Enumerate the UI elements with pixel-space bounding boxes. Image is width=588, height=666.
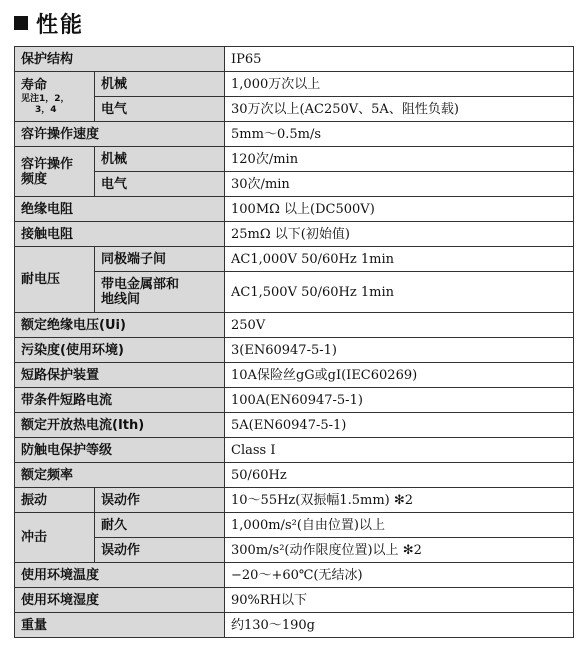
table-row xyxy=(15,72,574,97)
table-row xyxy=(15,338,574,363)
sub-label: 电气 xyxy=(95,97,225,122)
row-label: 使用环境湿度 xyxy=(15,588,225,613)
row-value: AC1,000V 50/60Hz 1min xyxy=(225,247,574,272)
freq-label-cell xyxy=(15,147,95,197)
row-label: 额定开放热电流(Ith) xyxy=(15,413,225,438)
row-label: 带条件短路电流 xyxy=(15,388,225,413)
row-label: 绝缘电阻 xyxy=(15,197,225,222)
row-value: 10A保险丝gG或gI(IEC60269) xyxy=(225,363,574,388)
table-row xyxy=(15,247,574,272)
table-row xyxy=(15,588,574,613)
table-row xyxy=(15,388,574,413)
table-row xyxy=(15,538,574,563)
life-note xyxy=(21,94,88,116)
life-label-cell xyxy=(15,72,95,122)
row-label: 保护结构 xyxy=(15,47,225,72)
row-value: 25mΩ 以下(初始值) xyxy=(225,222,574,247)
row-value: 1,000m/s²(自由位置)以上 xyxy=(225,513,574,538)
table-row xyxy=(15,413,574,438)
row-label: 额定绝缘电压(Ui) xyxy=(15,313,225,338)
row-label: 容许操作 xyxy=(21,156,74,172)
row-label: 额定频率 xyxy=(15,463,225,488)
sub-label: 地线间 xyxy=(101,292,141,307)
row-label: 接触电阻 xyxy=(15,222,225,247)
table-row xyxy=(15,363,574,388)
table-row xyxy=(15,147,574,172)
row-value: −20～+60℃(无结冰) xyxy=(225,563,574,588)
row-label: 耐电压 xyxy=(15,247,95,313)
row-label: 使用环境温度 xyxy=(15,563,225,588)
row-value: 5A(EN60947-5-1) xyxy=(225,413,574,438)
row-label: 容许操作速度 xyxy=(15,122,225,147)
row-value: IP65 xyxy=(225,47,574,72)
sub-label: 同极端子间 xyxy=(95,247,225,272)
row-value: 120次/min xyxy=(225,147,574,172)
table-row xyxy=(15,488,574,513)
section-title: 性能 xyxy=(36,12,85,38)
row-value: 5mm～0.5m/s xyxy=(225,122,574,147)
sub-label: 误动作 xyxy=(95,488,225,513)
row-label: 冲击 xyxy=(15,513,95,563)
square-bullet-icon xyxy=(14,16,28,30)
row-value: 300m/s²(动作限度位置)以上 ✻2 xyxy=(225,538,574,563)
row-label: 频度 xyxy=(21,171,48,187)
table-row xyxy=(15,313,574,338)
row-label: 寿命 xyxy=(21,77,48,93)
sub-label-cell xyxy=(95,272,225,313)
sub-label: 耐久 xyxy=(95,513,225,538)
sub-label: 误动作 xyxy=(95,538,225,563)
sub-label: 带电金属部和 xyxy=(101,277,180,292)
section-heading xyxy=(14,8,84,38)
sub-label: 机械 xyxy=(95,72,225,97)
table-row xyxy=(15,438,574,463)
row-value: AC1,500V 50/60Hz 1min xyxy=(225,272,574,313)
row-value: 100MΩ 以上(DC500V) xyxy=(225,197,574,222)
row-value: 90%RH以下 xyxy=(225,588,574,613)
table-row xyxy=(15,222,574,247)
table-row xyxy=(15,97,574,122)
sub-label: 机械 xyxy=(95,147,225,172)
row-label: 短路保护装置 xyxy=(15,363,225,388)
row-label: 重量 xyxy=(15,613,225,638)
row-value: 50/60Hz xyxy=(225,463,574,488)
row-value: 10～55Hz(双振幅1.5mm) ✻2 xyxy=(225,488,574,513)
table-row xyxy=(15,463,574,488)
note-line: 见注1，2， xyxy=(21,93,70,104)
row-value: 30万次以上(AC250V、5A、阻性负载) xyxy=(225,97,574,122)
row-value: 3(EN60947-5-1) xyxy=(225,338,574,363)
note-line: 3，4 xyxy=(35,104,57,115)
table-row xyxy=(15,272,574,313)
performance-table xyxy=(14,46,574,638)
row-value: 约130～190g xyxy=(225,613,574,638)
sub-label: 电气 xyxy=(95,172,225,197)
row-value: Class I xyxy=(225,438,574,463)
table-row xyxy=(15,513,574,538)
table-row xyxy=(15,197,574,222)
row-value: 30次/min xyxy=(225,172,574,197)
table-row xyxy=(15,613,574,638)
row-value: 100A(EN60947-5-1) xyxy=(225,388,574,413)
row-label: 防触电保护等级 xyxy=(15,438,225,463)
row-label: 振动 xyxy=(15,488,95,513)
row-value: 250V xyxy=(225,313,574,338)
table-row xyxy=(15,47,574,72)
table-row xyxy=(15,122,574,147)
row-label: 污染度(使用环境) xyxy=(15,338,225,363)
table-row xyxy=(15,172,574,197)
row-value: 1,000万次以上 xyxy=(225,72,574,97)
table-row xyxy=(15,563,574,588)
